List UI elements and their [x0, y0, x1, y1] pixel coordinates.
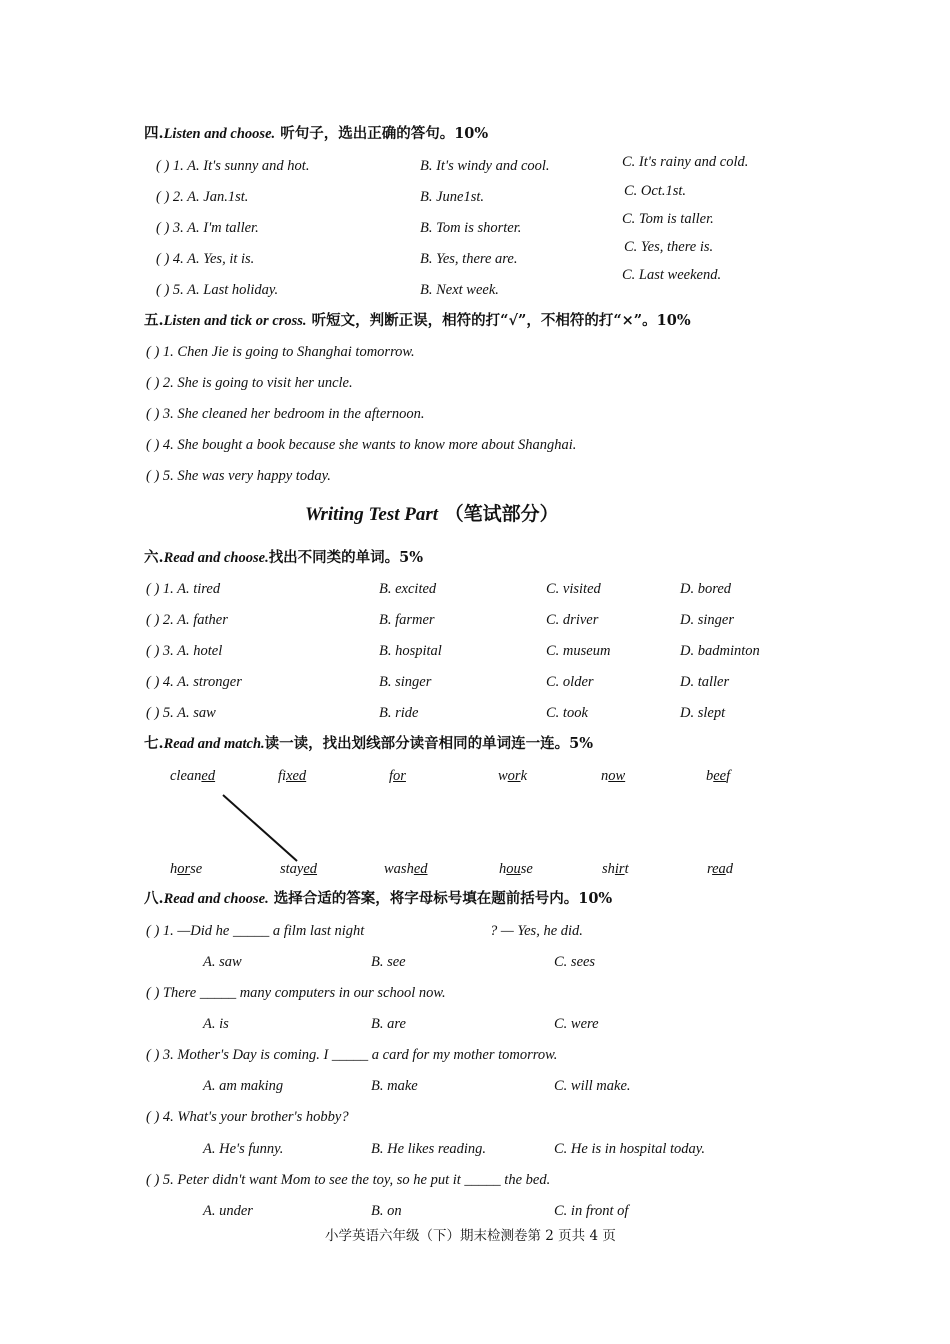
match-bottom-word: washed [384, 861, 428, 877]
sec4-q1: ( ) 1. A. It's sunny and hot. [156, 158, 310, 174]
match-line [223, 795, 297, 861]
sec8-q1-answer: ? — Yes, he did. [490, 923, 583, 939]
sec6-row-2-c: C. driver [546, 612, 599, 628]
sec8-q1-a: A. saw [203, 954, 242, 970]
sec6-row-1-c: C. visited [546, 581, 601, 597]
match-top-word: fixed [278, 768, 307, 784]
sec4-q1-b: B. It's windy and cool. [420, 158, 550, 174]
sec8-q3-c: C. will make. [554, 1078, 631, 1094]
sec5-en: Listen and tick or cross. [163, 313, 307, 329]
sec5-item-2: ( ) 2. She is going to visit her uncle. [146, 375, 353, 391]
sec8-q2: ( ) There _____ many computers in our school now. [146, 985, 446, 1001]
sec4-q2: ( ) 2. A. Jan.1st. [156, 189, 249, 205]
match-bottom-word: shirt [602, 861, 629, 877]
sec4-q5-b: B. Next week. [420, 282, 499, 298]
sec5-item-5: ( ) 5. She was very happy today. [146, 468, 331, 484]
sec5-num: 五. [144, 312, 164, 329]
sec7-en: Read and match. [163, 736, 265, 752]
sec8-q5-a: A. under [203, 1203, 253, 1219]
sec8-q4-b: B. He likes reading. [371, 1141, 487, 1157]
sec8-q2-b: B. are [371, 1016, 406, 1032]
sec6-cn: 找出不同类的单词。5% [268, 549, 424, 566]
sec8-q3-b: B. make [371, 1078, 418, 1094]
match-top-word: now [601, 768, 626, 784]
sec4-q4-c: C. Yes, there is. [624, 239, 714, 255]
sec8-q5-c: C. in front of [554, 1203, 629, 1219]
sec7-num: 七. [144, 735, 164, 752]
sec6-row-1-d: D. bored [680, 581, 732, 597]
sec8-q2-a: A. is [203, 1016, 229, 1032]
sec6-row-2-q: ( ) 2. A. father [146, 612, 228, 628]
sec8-q1-b: B. see [371, 954, 406, 970]
sec8-q3-a: A. am making [203, 1078, 284, 1094]
match-top-word: beef [706, 768, 731, 784]
sec8-q5-b: B. on [371, 1203, 402, 1219]
sec8-num: 八. [144, 890, 164, 907]
sec8-q2-c: C. were [554, 1016, 599, 1032]
sec6-row-5-d: D. slept [680, 705, 726, 721]
sec6-num: 六. [144, 549, 164, 566]
match-bottom-word: house [499, 861, 533, 877]
sec4-q3-c: C. Tom is taller. [622, 211, 714, 227]
sec6-row-5-q: ( ) 5. A. saw [146, 705, 216, 721]
sec5-item-4: ( ) 4. She bought a book because she wants to know more about Shanghai. [146, 437, 577, 453]
sec4-q2-c: C. Oct.1st. [624, 183, 687, 199]
sec4-q3-b: B. Tom is shorter. [420, 220, 522, 236]
sec6-row-5-b: B. ride [379, 705, 419, 721]
match-bottom-word: stayed [280, 861, 318, 877]
sec6-en: Read and choose. [163, 550, 269, 566]
sec8-en: Read and choose. [163, 891, 269, 907]
sec8-q1-c: C. sees [554, 954, 596, 970]
sec5-cn: 听短文，判断正误，相符的打“√”，不相符的打“×”。10% [306, 312, 691, 329]
sec4-q2-b: B. June1st. [420, 189, 485, 205]
sec4-num: 四. [144, 125, 164, 142]
sec4-q5-c: C. Last weekend. [622, 267, 722, 283]
sec6-row-2-b: B. farmer [379, 612, 435, 628]
sec6-row-4-b: B. singer [379, 674, 432, 690]
sec8-q4-c: C. He is in hospital today. [554, 1141, 706, 1157]
sec6-row-4-q: ( ) 4. A. stronger [146, 674, 242, 690]
sec7-cn: 读一读，找出划线部分读音相同的单词连一连。5% [264, 735, 594, 752]
sec8-q1: ( ) 1. —Did he _____ a film last night [146, 923, 365, 939]
sec8-q5: ( ) 5. Peter didn't want Mom to see the toy, so he put it _____ the bed. [146, 1172, 551, 1188]
sec6-row-3-c: C. museum [546, 643, 611, 659]
sec6-row-3-d: D. badminton [680, 643, 760, 659]
match-bottom-word: horse [170, 861, 203, 877]
sec8-q4-a: A. He's funny. [203, 1141, 284, 1157]
sec6-row-3-q: ( ) 3. A. hotel [146, 643, 223, 659]
sec8-q3: ( ) 3. Mother's Day is coming. I _____ a card for my mother tomorrow. [146, 1047, 558, 1063]
sec4-q5: ( ) 5. A. Last holiday. [156, 282, 279, 298]
sec8-cn: 选择合适的答案，将字母标号填在题前括号内。10% [268, 890, 613, 907]
sec5-item-1: ( ) 1. Chen Jie is going to Shanghai tomorrow. [146, 344, 415, 360]
sec4-q4-b: B. Yes, there are. [420, 251, 518, 267]
match-top-word: work [498, 768, 528, 784]
sec8-q4: ( ) 4. What's your brother's hobby? [146, 1109, 349, 1125]
sec6-row-5-c: C. took [546, 705, 588, 721]
sec4-q3: ( ) 3. A. I'm taller. [156, 220, 259, 236]
match-bottom-word: read [707, 861, 734, 877]
sec4-cn: 听句子，选出正确的答句。10% [275, 125, 489, 142]
match-top-word: for [389, 768, 406, 784]
sec6-row-1-b: B. excited [379, 581, 437, 597]
sec6-row-4-c: C. older [546, 674, 594, 690]
sec5-item-3: ( ) 3. She cleaned her bedroom in the afternoon. [146, 406, 425, 422]
match-top-word: cleaned [170, 768, 216, 784]
sec4-q4: ( ) 4. A. Yes, it is. [156, 251, 255, 267]
title-en: Writing Test Part [305, 504, 439, 525]
sec4-en: Listen and choose. [163, 126, 276, 142]
sec6-row-2-d: D. singer [680, 612, 734, 628]
sec6-row-3-b: B. hospital [379, 643, 442, 659]
sec4-q1-c: C. It's rainy and cold. [622, 154, 749, 170]
sec8-heading [144, 890, 612, 908]
sec6-row-1-q: ( ) 1. A. tired [146, 581, 221, 597]
title-cn: （笔试部分） [438, 503, 559, 525]
sec6-row-4-d: D. taller [680, 674, 730, 690]
page-footer: 小学英语六年级（下）期末检测卷第 2 页共 4 页 [325, 1228, 616, 1244]
